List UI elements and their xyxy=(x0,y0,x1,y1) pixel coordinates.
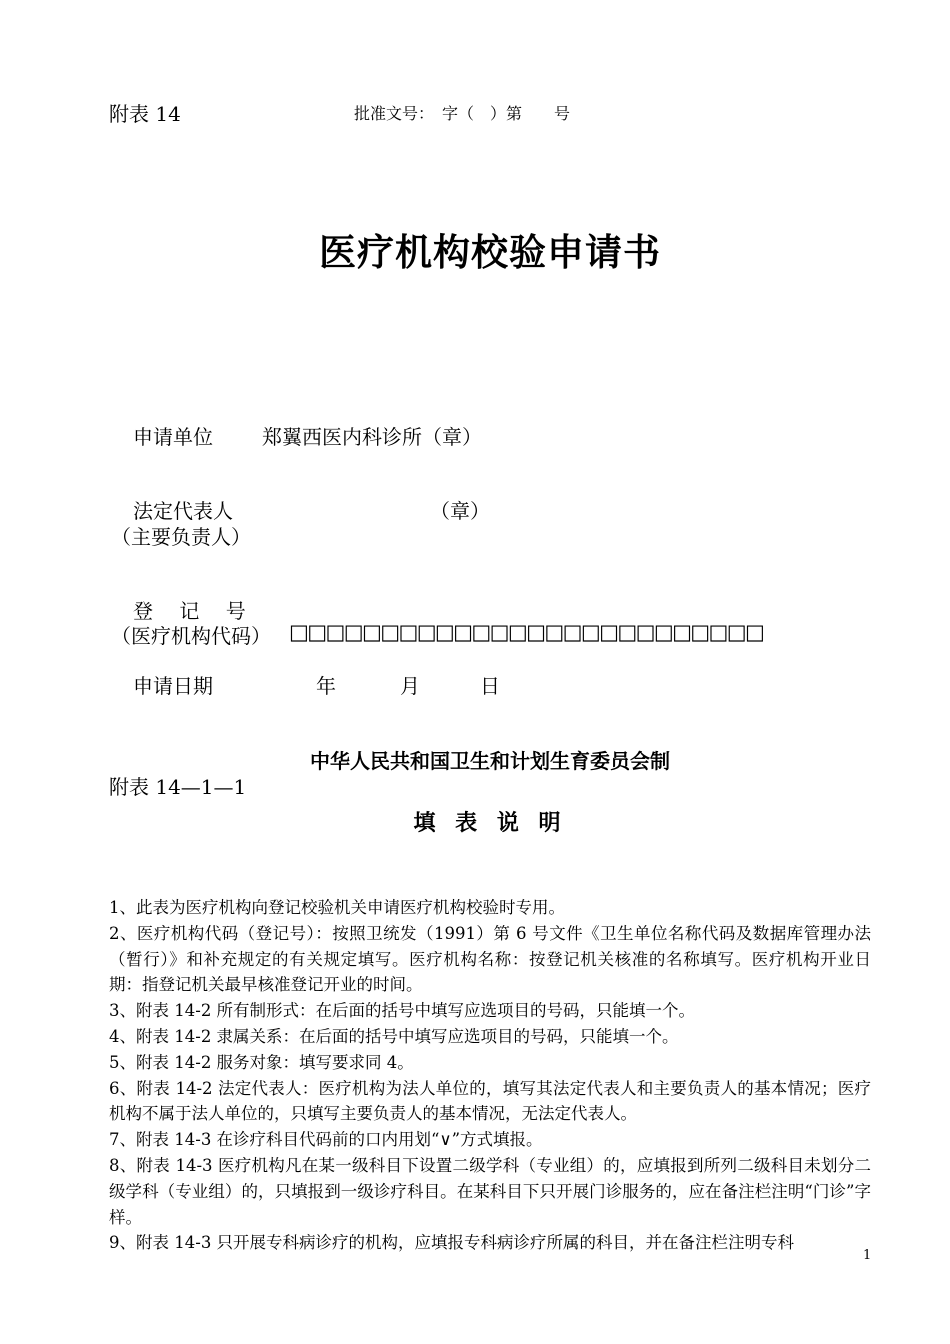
note-item: 6、附表 14-2 法定代表人：医疗机构为法人单位的，填写其法定代表人和主要负责人的基本情况；医疗机构不属于法人单位的，只填写主要负责人的基本情况，无法定代表人。 xyxy=(109,1078,871,1124)
note-item: 2、医疗机构代码（登记号）：按照卫统发（1991）第 6 号文件《卫生单位名称代码及数据库管理办法（暂行）》和补充规定的有关规定填写。医疗机构名称：按登记机关核准的名称填写。医疗机构开业日期：指登记机关最早核准登记开业的时间。 xyxy=(109,923,871,995)
attachment-number: 附表 14 xyxy=(109,102,181,126)
legal-rep-seal: （章） xyxy=(430,499,490,523)
registration-label: 登 记 号 xyxy=(133,599,246,623)
note-item: 5、附表 14-2 服务对象：填写要求同 4。 xyxy=(109,1052,414,1072)
notes-title: 填 表 说 明 xyxy=(413,811,567,836)
attachment-sub-number: 附表 14—1—1 xyxy=(109,775,247,799)
note-item: 9、附表 14-3 只开展专科病诊疗的机构，应填报专科病诊疗所属的科目，并在备注栏注明专科 xyxy=(109,1233,795,1253)
approval-number: 批准文号： 字（ ）第 号 xyxy=(354,104,571,123)
page-number: 1 xyxy=(863,1248,872,1263)
applicant-value: 郑翼西医内科诊所（章） xyxy=(262,425,482,449)
date-day-label: 日 xyxy=(480,674,500,698)
legal-rep-sub-label: （主要负责人） xyxy=(111,525,251,549)
notes-list xyxy=(109,895,871,1256)
legal-rep-label: 法定代表人 xyxy=(133,499,233,523)
note-item: 3、附表 14-2 所有制形式：在后面的括号中填写应选项目的号码，只能填一个。 xyxy=(109,1001,696,1021)
note-item: 1、此表为医疗机构向登记校验机关申请医疗机构校验时专用。 xyxy=(109,898,565,917)
registration-sub-label: （医疗机构代码） xyxy=(111,624,271,648)
date-month-label: 月 xyxy=(400,674,420,698)
applicant-label: 申请单位 xyxy=(133,425,213,449)
note-item: 8、附表 14-3 医疗机构凡在某一级科目下设置二级学科（专业组）的，应填报到所列二级科目未划分二级学科（专业组）的，只填报到一级诊疗科目。在某科目下只开展门诊服务的，应在备注栏注明“门诊”字样。 xyxy=(109,1155,871,1227)
application-date-label: 申请日期 xyxy=(133,674,213,698)
document-title: 医疗机构校验申请书 xyxy=(319,231,661,274)
issuing-authority: 中华人民共和国卫生和计划生育委员会制 xyxy=(310,749,670,773)
registration-code-boxes: □□□□□□□□□□□□□□□□□□□□□□□□□□ xyxy=(289,620,764,644)
note-item: 4、附表 14-2 隶属关系：在后面的括号中填写应选项目的号码，只能填一个。 xyxy=(109,1026,679,1046)
date-year-label: 年 xyxy=(316,674,336,698)
note-item: 7、附表 14-3 在诊疗科目代码前的口内用划“∨”方式填报。 xyxy=(109,1130,543,1150)
